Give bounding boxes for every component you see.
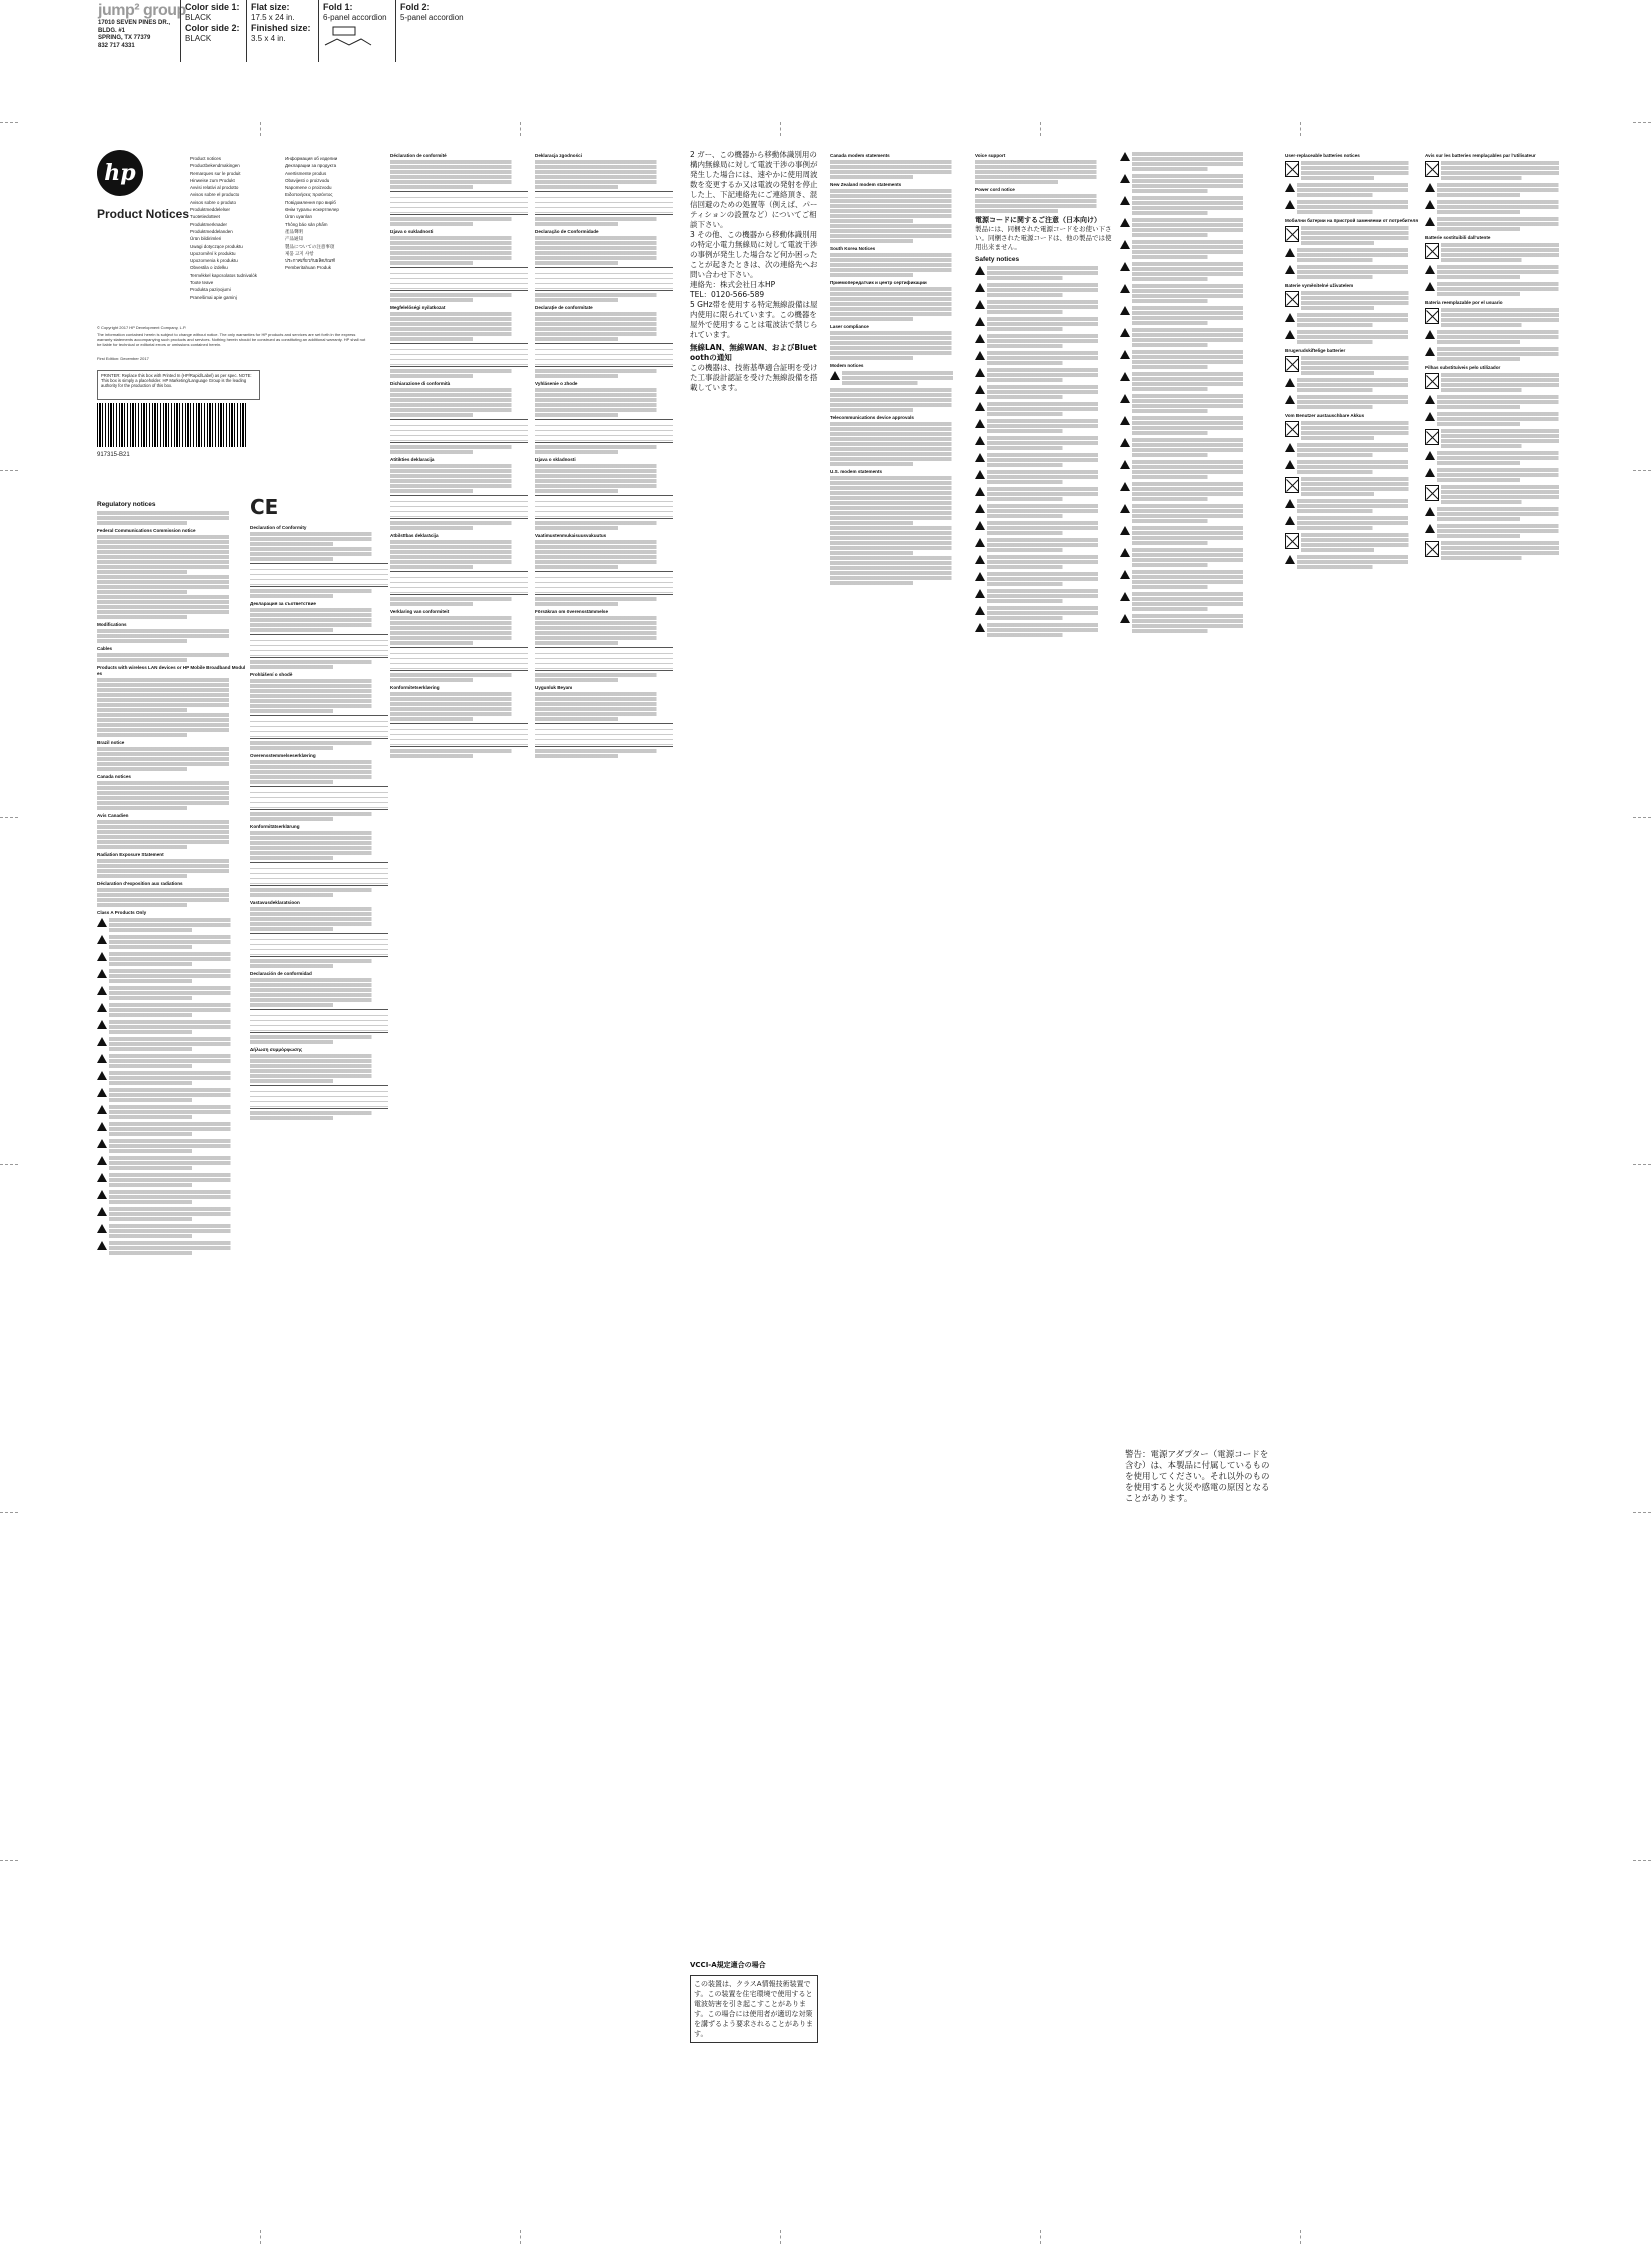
section-heading: Izjava o skladnosti: [535, 457, 576, 462]
language-item: Avvisi relativi al prodotto: [190, 185, 239, 191]
section-heading: User-replaceable batteries notices: [1285, 153, 1360, 158]
spec-fold-2: [395, 0, 474, 62]
section-heading: Konformitätserklärung: [250, 824, 300, 829]
language-item: Өнім туралы ескертпелер: [285, 207, 339, 213]
japan-heading-2: 無線LAN、無線WAN、およびBluetoothの通知: [690, 343, 817, 362]
section-heading: Batería reemplazable por el usuario: [1425, 300, 1503, 305]
section-heading: Class A Products Only: [97, 910, 147, 915]
language-item: Tuotetiedotteet: [190, 214, 220, 220]
language-item: 製品についての注意事項: [285, 243, 335, 249]
brand-logo: jump² group: [98, 2, 186, 19]
section-heading: Batterie sostituibili dall'utente: [1425, 235, 1491, 240]
address-line: SPRING, TX 77379: [98, 35, 151, 41]
address-line: BLDG. #1: [98, 27, 126, 34]
address-line: 832 717 4331: [98, 42, 135, 49]
language-item: 제품 고지 사항: [285, 250, 314, 256]
fold-mark: [1633, 470, 1651, 471]
language-item: Thông báo sản phẩm: [285, 221, 328, 227]
japan-adapter-warning: 警告：電源アダプター（電源コードを含む）は、本製品に付属しているものを使用してください。それ以外のものを使用すると火災や感電の原因となることがあります。: [1125, 1450, 1270, 1504]
fold-2-value: 5-panel accordion: [400, 13, 464, 22]
fold-mark: [260, 2230, 261, 2244]
fold-mark: [0, 1512, 18, 1513]
section-heading: Vyhlásenie o zhode: [535, 381, 578, 386]
fold-mark: [1633, 1164, 1651, 1165]
hp-logo: hp: [97, 150, 143, 196]
safety-column: [975, 150, 1113, 2100]
japan-line-2: 3 その他、この機器から移動体識別用の特定小電力無線局に対して電波干渉の事例が発生した場合など何か困ったことが起きたときは、次の連絡先へお問い合わせ下さい。: [690, 230, 818, 279]
section-heading: New Zealand modem statements: [830, 182, 902, 187]
language-item: Повідомлення про виріб: [285, 199, 336, 205]
section-heading: Декларация за съответствие: [250, 601, 316, 606]
spec-fold-1: [318, 0, 397, 62]
printer-notice-box: PRINTER: Replace this box with Printed In (HP/Rapid/Label) as per spec. NOTE: This box is simply a placeholder. HP Marketing/Language Group is the leading authority for the production of this box.: [97, 370, 260, 400]
finished-size-label: Finished size:: [251, 23, 311, 33]
section-heading: Vom Benutzer austauschbare Akkus: [1285, 413, 1365, 418]
section-heading: Приемопередатчик и центр сертификации: [830, 280, 927, 285]
fold-mark: [1300, 122, 1301, 136]
language-item: Upozornenia k produktu: [190, 258, 238, 264]
battery-column-2: [1425, 150, 1575, 2100]
printer-address: [98, 20, 170, 50]
japan-vcci-heading: VCCI-A規定適合の場合: [690, 1961, 766, 1969]
fold-mark: [0, 470, 18, 471]
finished-size-value: 3.5 x 4 in.: [251, 34, 286, 43]
copyright: © Copyright 2017 HP Development Company, L.P.: [97, 325, 187, 330]
language-item: Avisos sobre o produto: [190, 199, 236, 205]
section-heading: Pilhas substituíveis pelo utilizador: [1425, 365, 1501, 370]
language-item: Produkta paziņojumi: [190, 287, 231, 293]
color-side-1-value: BLACK: [185, 13, 212, 22]
language-item: Ürün uyarıları: [285, 214, 313, 220]
section-heading: Vaatimustenmukaisuusvakuutus: [535, 533, 607, 538]
section-heading: Izjava o sukladnosti: [390, 229, 434, 234]
language-item: Hinweise zum Produkt: [190, 177, 235, 183]
language-item: Obvestila o izdelku: [190, 265, 228, 271]
color-side-2-label: Color side 2:: [185, 23, 240, 33]
fold-mark: [1040, 2230, 1041, 2244]
japan-band: 5 GHz帯を使用する特定無線設備は屋内使用に限られています。この機器を屋外で使用することは電波法で禁じられています。: [690, 300, 818, 339]
part-number: 917315-B21: [97, 452, 130, 458]
section-heading: Мобилни батерии на пристрой заменяеми от потребителя: [1285, 218, 1419, 223]
section-heading: Atitikties deklaracija: [390, 457, 435, 462]
section-heading: Modem notices: [830, 363, 864, 368]
section-heading: Konformitetserklæring: [390, 685, 440, 690]
declaration-column-3: [535, 150, 673, 1610]
language-item: Pranešimai apie gaminį: [190, 294, 237, 300]
spec-size: [246, 0, 321, 62]
section-heading: Déclaration d'exposition aux radiations: [97, 881, 183, 886]
language-item: Produktmeddelelser: [190, 207, 231, 213]
power-cord-jp-heading: 電源コードに関するご注意（日本向け）: [975, 216, 1101, 224]
regulatory-column: [97, 497, 247, 1977]
section-heading: Prohlášení o shodě: [250, 672, 293, 677]
fold-mark: [1633, 817, 1651, 818]
section-heading: Radiation Exposure Statement: [97, 852, 164, 857]
fold-mark: [260, 122, 261, 136]
language-item: Produktmeddelanden: [190, 228, 233, 234]
section-heading: Modifications: [97, 622, 127, 627]
section-heading: Brazil notice: [97, 740, 125, 745]
section-heading: Power cord notice: [975, 187, 1015, 192]
section-heading: Baterie vyměnitelné uživatelem: [1285, 283, 1354, 288]
language-item: Obavijesti o proizvodu: [285, 177, 330, 183]
japan-tel: TEL：0120-566-589: [690, 290, 765, 299]
power-cord-jp-body: 製品には、同梱された電源コードをお使い下さい。同梱された電源コードは、他の製品では使用出来ません。: [975, 225, 1112, 251]
section-heading: U.S. modem statements: [830, 469, 883, 474]
language-item: Uwagi dotyczące produktu: [190, 243, 243, 249]
language-item: 產品聲明: [285, 228, 303, 234]
fold-mark: [780, 122, 781, 136]
japan-notice: [690, 150, 820, 393]
language-item: Ειδοποιήσεις προϊόντος: [285, 192, 333, 198]
ce-mark-icon: CE: [250, 495, 279, 519]
fold-mark: [1300, 2230, 1301, 2244]
section-heading: Products with wireless LAN devices or HP Mobile Broadband Modules: [97, 665, 246, 676]
section-heading: Dichiarazione di conformità: [390, 381, 451, 386]
section-heading: Avis sur les batteries remplaçables par l'utilisateur: [1425, 153, 1536, 158]
battery-column-1: [1285, 150, 1423, 2110]
fold-1-value: 6-panel accordion: [323, 13, 387, 22]
legal-text: The information contained herein is subject to change without notice. The only warranties for HP products and services are set forth in the express warranty statements accompanying such products and services. Nothing herein should be construed as constituting an additional warranty. HP shall not be liable for technical or editorial errors or omissions contained herein.: [97, 332, 366, 347]
language-item: Napomene o proizvodu: [285, 185, 332, 191]
declaration-column-1: [250, 522, 388, 2112]
language-item: Avertismente produs: [285, 170, 327, 176]
flat-size-value: 17.5 x 24 in.: [251, 13, 295, 22]
fold-mark: [780, 2230, 781, 2244]
section-heading: Déclaration de conformité: [390, 153, 447, 158]
color-side-1-label: Color side 1:: [185, 2, 240, 12]
fold-mark: [1633, 1512, 1651, 1513]
safety-heading: Safety notices: [975, 256, 1020, 263]
fold-mark: [0, 122, 18, 123]
section-heading: Atbilstības deklarācija: [390, 533, 439, 538]
barcode: [97, 403, 247, 447]
section-heading: Telecommunications device approvals: [830, 415, 914, 420]
declaration-column-2: [390, 150, 528, 2110]
language-item: Pemberitahuan Produk: [285, 265, 332, 271]
section-heading: Canada notices: [97, 774, 131, 779]
section-heading: Megfelelőségi nyilatkozat: [390, 305, 446, 310]
section-heading: Overensstemmelseserklæring: [250, 753, 316, 758]
color-side-2-value: BLACK: [185, 34, 212, 43]
language-item: Produktmerknader: [190, 221, 228, 227]
language-list-2: [285, 155, 365, 272]
fold-mark: [0, 1860, 18, 1861]
section-heading: Declaração de Conformidade: [535, 229, 599, 234]
section-heading: Vastavusdeklaratsioon: [250, 900, 300, 905]
language-item: Ürün bildirimleri: [190, 236, 222, 242]
section-heading: Uygunluk Beyanı: [535, 685, 573, 690]
language-item: ประกาศเกี่ยวกับผลิตภัณฑ์: [285, 258, 335, 264]
section-heading: Δήλωση συμμόρφωσης: [250, 1047, 303, 1052]
language-item: Toote teave: [190, 280, 214, 286]
language-item: Upozornění k produktu: [190, 250, 236, 256]
fold-1-label: Fold 1:: [323, 2, 353, 12]
fold-mark: [520, 122, 521, 136]
japan-body-2: この機器は、技術基準適合証明を受けた工事設計認証を受けた無線設備を搭載しています。: [690, 363, 818, 392]
language-item: Avisos sobre el producto: [190, 192, 240, 198]
fold-mark: [520, 2230, 521, 2244]
japan-line-1: 2 ガー、この機器から移動体識別用の構内無線局に対して電波干渉の事例が発生した場合には、速やかに使用周波数を変更するか又は電波の発射を停止した上、下記連絡先にご連絡頂き、混信回避のための処置等（例えば、パーティションの設置など）についてご相談下さい。: [690, 150, 818, 229]
section-heading: Declaration of Conformity: [250, 525, 307, 530]
language-item: Информация об изделии: [285, 156, 338, 161]
section-heading: Brugerudskiftelige batterier: [1285, 348, 1346, 353]
page-title: Product Notices: [97, 207, 190, 221]
edition: First Edition: December 2017: [97, 356, 149, 361]
section-heading: Canada modem statements: [830, 153, 890, 158]
language-item: Productbekendmakingen: [190, 163, 240, 169]
spec-color: [180, 0, 249, 62]
section-heading: South Korea Notices: [830, 246, 876, 251]
section-heading: Laser compliance: [830, 324, 869, 329]
section-heading: Declaración de conformidad: [250, 971, 312, 976]
telecom-column: [830, 150, 968, 2040]
section-heading: Deklaracja zgodności: [535, 153, 582, 158]
fold-mark: [0, 817, 18, 818]
section-heading: Avis Canadien: [97, 813, 129, 818]
fold-mark: [1633, 122, 1651, 123]
section-heading: Cables: [97, 646, 113, 651]
fold-mark: [0, 1164, 18, 1165]
language-list-1: [190, 155, 270, 301]
regulatory-heading: Regulatory notices: [97, 501, 156, 508]
section-heading: Försäkran om överensstämmelse: [535, 609, 609, 614]
language-item: Remarques sur le produit: [190, 170, 241, 176]
fold-mark: [1633, 1860, 1651, 1861]
flat-size-label: Flat size:: [251, 2, 290, 12]
section-heading: Voice support: [975, 153, 1006, 158]
section-heading: Verklaring van conformiteit: [390, 609, 450, 614]
warnings-column: [1120, 150, 1258, 2070]
language-item: Termékkel kapcsolatos tudnivalók: [190, 272, 258, 278]
japan-contact: 連絡先：株式会社日本HP: [690, 280, 776, 289]
japan-vcci-box: この装置は、クラスA情報技術装置です。この装置を住宅環境で使用すると電波妨害を引き起こすことがあります。この場合には使用者が適切な対策を講ずるよう要求されることがあります。: [690, 1975, 818, 2043]
language-item: 产品通知: [285, 236, 303, 242]
fold-mark: [1040, 122, 1041, 136]
address-line: 17010 SEVEN PINES DR.,: [98, 20, 171, 26]
language-item: Product notices: [190, 156, 222, 161]
fold-2-label: Fold 2:: [400, 2, 430, 12]
section-heading: Declarație de conformitate: [535, 305, 593, 310]
language-item: Декларации за продукта: [285, 163, 337, 169]
section-heading: Federal Communications Commission notice: [97, 528, 196, 533]
fold-diagram-icon: [323, 25, 373, 47]
